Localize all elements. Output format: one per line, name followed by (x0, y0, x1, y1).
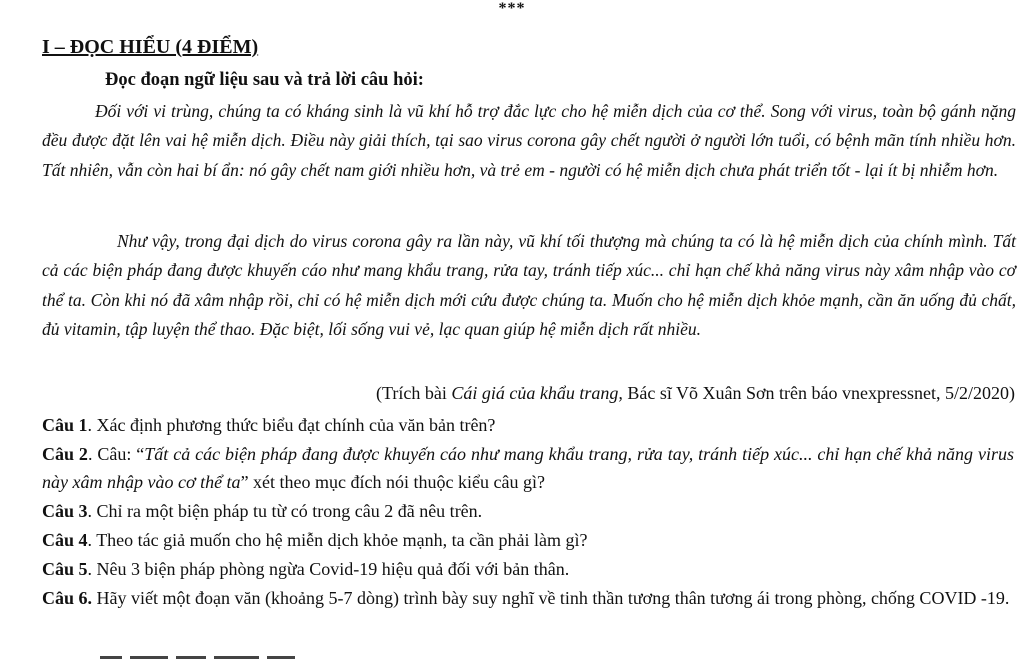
reading-instruction: Đọc đoạn ngữ liệu sau và trả lời câu hỏi: (105, 70, 424, 90)
question-number: Câu 1 (42, 415, 88, 435)
question-5 (42, 556, 1014, 584)
question-text: . Chỉ ra một biện pháp tu từ có trong câu 2 đã nêu trên. (87, 500, 483, 521)
question-number: Câu 4 (42, 529, 88, 550)
section-title: I – ĐỌC HIỂU (4 ĐIỂM) (42, 36, 259, 58)
question-text: . Nêu 3 biện pháp phòng ngừa Covid-19 hiệu quả đối với bản thân. (87, 558, 570, 579)
question-2 (42, 441, 1014, 496)
question-number: Câu 5 (42, 558, 88, 579)
question-text: ” xét theo mục đích nói thuộc kiểu câu gì? (240, 471, 545, 492)
citation-work-title: Cái giá của khẩu trang, (451, 383, 623, 403)
question-6 (42, 585, 1014, 613)
question-1 (42, 412, 1014, 440)
decorative-stars: *** (498, 0, 526, 17)
question-4 (42, 527, 1014, 555)
passage-paragraph-2: Như vậy, trong đại dịch do virus corona gây ra lần này, vũ khí tối thượng mà chúng ta có là hệ miễn dịch của chính mình. Tất cả các biện pháp đang được khuyến cáo như mang khẩu trang, rửa tay, tránh tiếp xúc... chỉ hạn chế khả năng virus này xâm nhập vào cơ thể ta. Còn khi nó đã xâm nhập rồi, chỉ có hệ miễn dịch mới cứu được chúng ta. Muốn cho hệ miễn dịch khỏe mạnh, cần ăn uống đủ chất, đủ vitamin, tập luyện thể thao. Đặc biệt, lối sống vui vẻ, lạc quan giúp hệ miễn dịch rất nhiều. (42, 231, 1016, 340)
question-list (42, 412, 1014, 614)
citation-suffix: Bác sĩ Võ Xuân Sơn trên báo vnexpressnet, 5/2/2020) (622, 383, 1015, 403)
question-3 (42, 498, 1014, 526)
citation-prefix: (Trích bài (376, 383, 452, 403)
question-text: . Theo tác giả muốn cho hệ miễn dịch khỏe mạnh, ta cần phải làm gì? (87, 529, 588, 550)
question-number: Câu 6. (42, 587, 93, 608)
question-number: Câu 3 (42, 500, 88, 521)
question-number: Câu 2 (42, 444, 88, 464)
question-text: . Xác định phương thức biểu đạt chính của văn bản trên? (87, 415, 496, 435)
cut-off-text-line (100, 656, 340, 664)
source-citation (376, 383, 1015, 404)
question-text: Hãy viết một đoạn văn (khoảng 5-7 dòng) trình bày suy nghĩ về tinh thần tương thân tương ái trong phòng, chống COVID -19. (92, 587, 1010, 608)
question-text: . Câu: “ (87, 444, 145, 464)
passage-paragraph-1: Đối với vi trùng, chúng ta có kháng sinh là vũ khí hỗ trợ đắc lực cho hệ miễn dịch của cơ thể. Song với virus, toàn bộ gánh nặng đều được đặt lên vai hệ miễn dịch. Điều này giải thích, tại sao virus corona gây chết người ở người lớn tuổi, có bệnh mãn tính nhiều hơn. Tất nhiên, vẫn còn hai bí ẩn: nó gây chết nam giới nhiều hơn, và trẻ em - người có hệ miễn dịch chưa phát triển tốt - lại ít bị nhiễm hơn. (42, 101, 1016, 180)
quoted-sentence: Tất cả các biện pháp đang được khuyến cáo như mang khẩu trang, rửa tay, tránh tiếp xúc... chỉ hạn chế khả năng virus này xâm nhập vào cơ thể ta (42, 444, 1014, 492)
